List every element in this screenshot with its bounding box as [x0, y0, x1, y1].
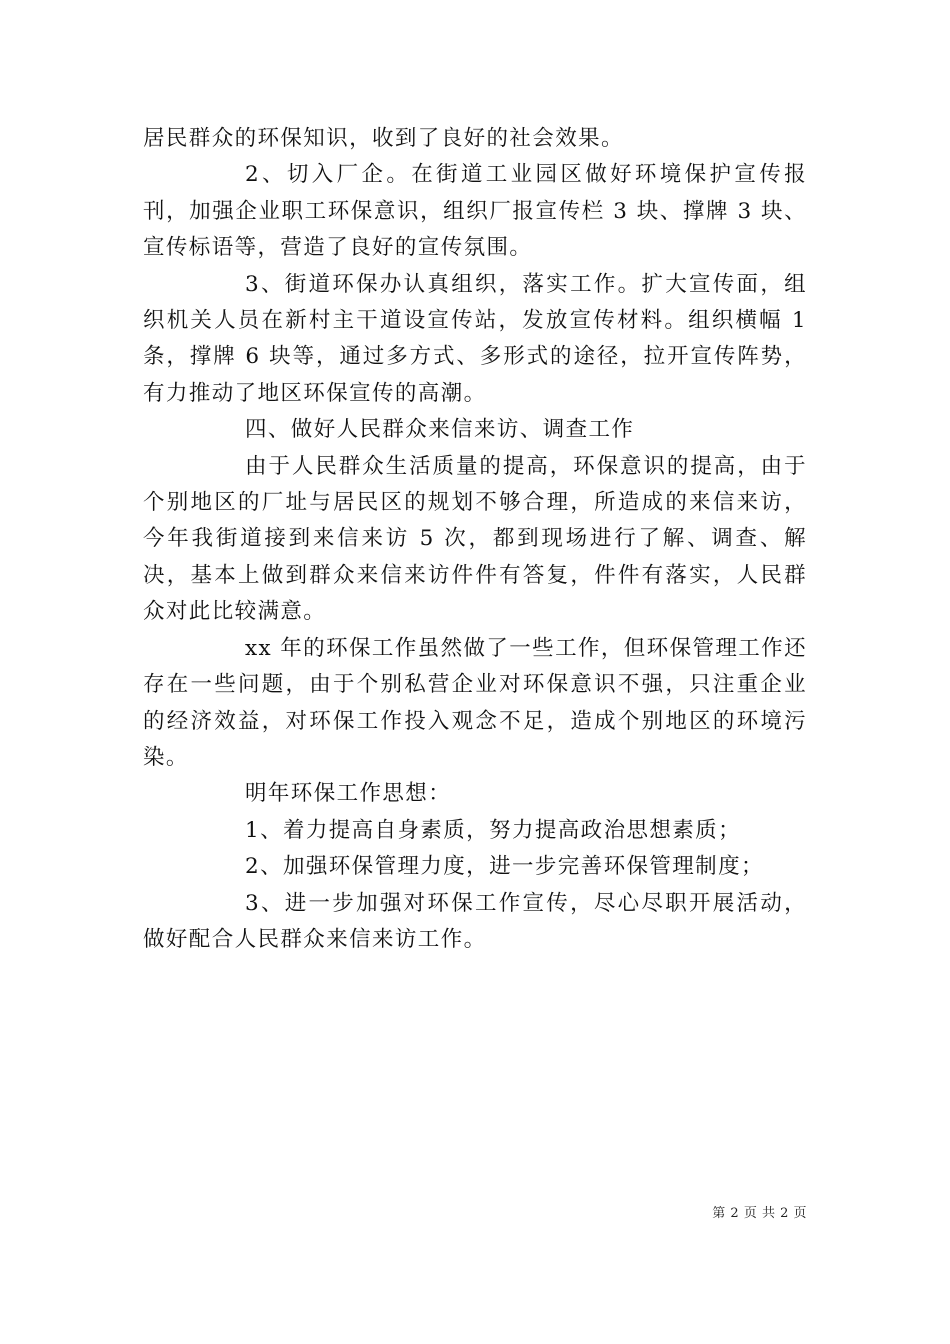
plan-item-1: 1、着力提高自身素质，努力提高政治思想素质； [245, 817, 741, 843]
page-number-footer: 第 2 页 共 2 页 [712, 1206, 807, 1221]
section-heading-four: 四、做好人民群众来信来访、调查工作 [245, 417, 635, 443]
plan-item-2: 2、加强环保管理力度，进一步完善环保管理制度； [245, 854, 764, 880]
next-year-heading: 明年环保工作思想： [245, 781, 452, 807]
paragraph-continuation: 居民群众的环保知识，收到了良好的社会效果。 [143, 126, 624, 151]
paragraph-item-2-factories: 2、切入厂企。在街道工业园区做好环境保护宣传报刊，加强企业职工环保意识，组织厂报宣传栏 3 块、撑牌 3 块、宣传标语等，营造了良好的宣传氛围。 [143, 162, 807, 261]
paragraph-item-3-street-office: 3、街道环保办认真组织，落实工作。扩大宣传面，组织机关人员在新村主干道设宣传站，发放宣传材料。组织横幅 1 条，撑牌 6 块等，通过多方式、多形式的途径，拉开宣传阵势，有力推动了地区环保宣传的高潮。 [143, 271, 807, 406]
paragraph-complaints: 由于人民群众生活质量的提高，环保意识的提高，由于个别地区的厂址与居民区的规划不够合理，所造成的来信来访，今年我街道接到来信来访 5 次，都到现场进行了解、调查、解决，基本上做到群众来信来访件件有答复，件件有落实，人民群众对此比较满意。 [143, 453, 807, 625]
paragraph-year-summary: xx 年的环保工作虽然做了一些工作，但环保管理工作还存在一些问题，由于个别私营企业对环保意识不强，只注重企业的经济效益，对环保工作投入观念不足，造成个别地区的环境污染。 [143, 635, 807, 770]
plan-item-3: 3、进一步加强对环保工作宣传，尽心尽职开展活动，做好配合人民群众来信来访工作。 [143, 890, 807, 952]
document-body [143, 121, 807, 958]
